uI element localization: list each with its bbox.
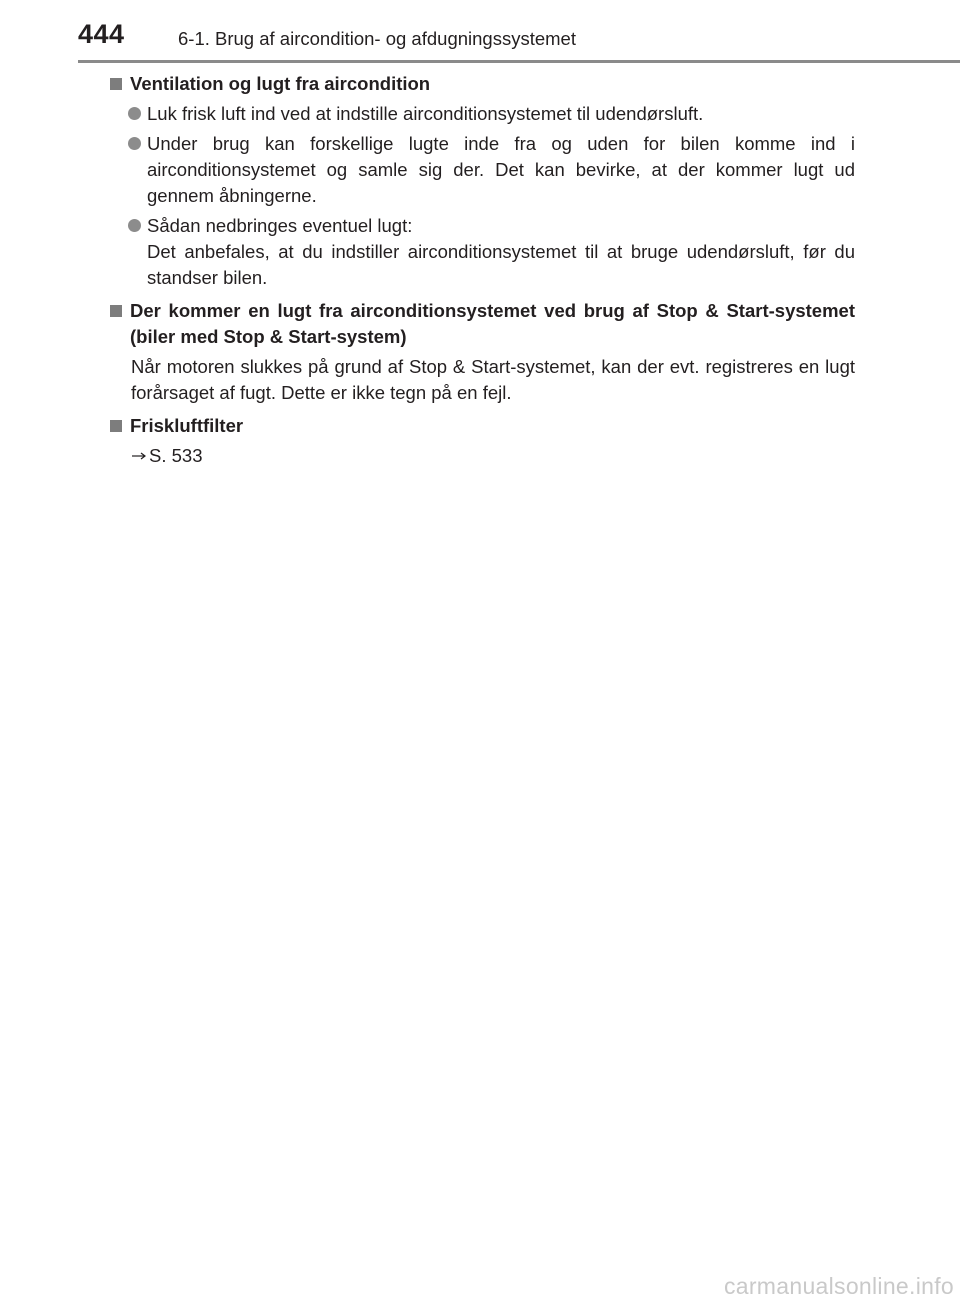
section-heading (110, 413, 855, 439)
section-ventilation (110, 71, 855, 291)
section-filter (110, 413, 855, 469)
page-number: 444 (78, 19, 125, 49)
list-item-text: Sådan nedbringes eventuel lugt: (147, 215, 413, 236)
section-heading-text: Friskluftfilter (130, 415, 244, 436)
page-reference-text: S. 533 (149, 445, 203, 466)
watermark: carmanualsonline.info (723, 1273, 954, 1299)
page-content (110, 71, 855, 476)
arrow-right-icon (131, 450, 147, 462)
page-reference[interactable] (131, 443, 855, 469)
section-stop-start (110, 298, 855, 406)
square-bullet-icon (110, 78, 122, 90)
section-heading (110, 71, 855, 97)
chapter-title: 6-1. Brug af aircondition- og afdugningssystemet (178, 28, 576, 49)
square-bullet-icon (110, 420, 122, 432)
list-item-text: Det anbefales, at du indstiller airconditionsystemet til at bruge udendørsluft, før du standser bilen. (147, 241, 855, 288)
round-bullet-icon (128, 107, 141, 120)
list-item (128, 101, 855, 127)
header-rule (78, 60, 960, 63)
section-heading-text: Ventilation og lugt fra aircondition (130, 73, 431, 94)
section-heading-text: Der kommer en lugt fra airconditionsystemet ved brug af Stop & Start-systemet (biler med Stop & Start-system) (130, 300, 855, 347)
list-item-text: Under brug kan forskellige lugte inde fra og uden for bilen komme ind i airconditionsystemet og samle sig der. Det kan bevirke, at der kommer lugt ud gennem åbningerne. (147, 133, 855, 206)
list-item (128, 131, 855, 209)
round-bullet-icon (128, 219, 141, 232)
section-heading (110, 298, 855, 350)
list-item (128, 213, 855, 291)
page-header (0, 0, 960, 60)
round-bullet-icon (128, 137, 141, 150)
section-paragraph: Når motoren slukkes på grund af Stop & Start-systemet, kan der evt. registreres en lugt forårsaget af fugt. Dette er ikke tegn på en fejl. (131, 356, 855, 403)
list-item-text: Luk frisk luft ind ved at indstille airconditionsystemet til udendørsluft. (147, 103, 704, 124)
square-bullet-icon (110, 305, 122, 317)
